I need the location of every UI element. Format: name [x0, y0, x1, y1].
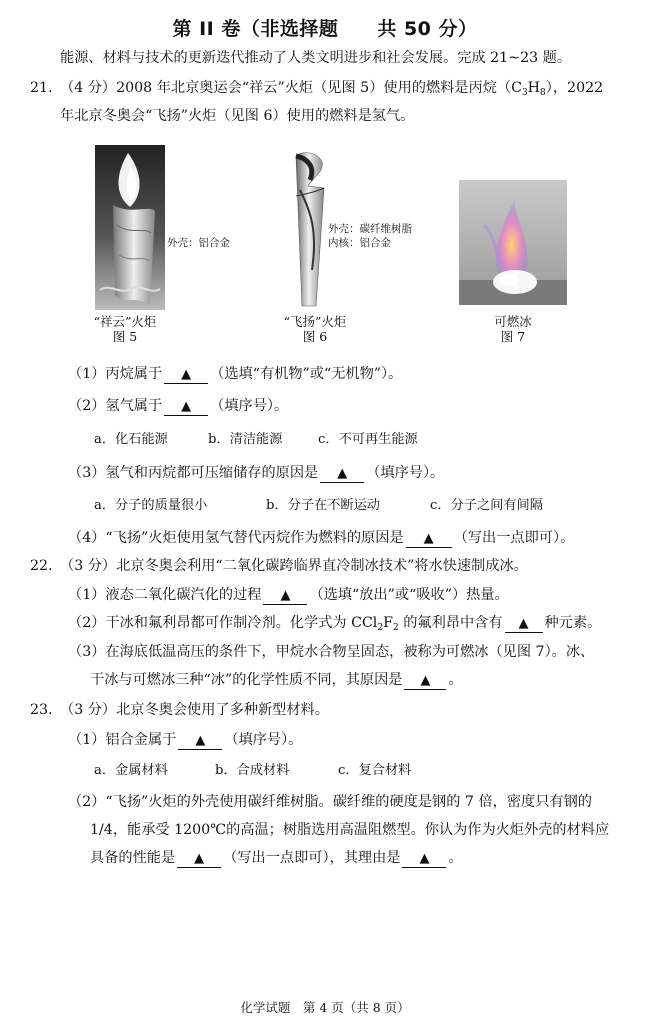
q23-part1-option-c: c．复合材料 [338, 763, 412, 778]
q22-part1: （1）液态二氧化碳汽化的过程 ▲ （选填“放出”或“吸收”）热量。 [68, 587, 509, 603]
q21-part2: （2）氢气属于 ▲ （填序号）。 [68, 398, 289, 414]
q21-part2-answer-blank[interactable]: ▲ [164, 399, 208, 416]
q23-stem: （3 分）北京冬奥会使用了多种新型材料。 [60, 702, 329, 718]
figure-5-caption: “祥云”火炬 [93, 314, 157, 329]
q22-part2: （2）干冰和氟利昂都可作制冷剂。化学式为 $CCl_2F_2$ 的氟利昂中含有 ▲ 种元素。 [68, 615, 602, 633]
q23-part2-reason-answer-blank[interactable]: ▲ [402, 851, 446, 868]
q21-part4: （4）“飞扬”火炬使用氢气替代丙烷作为燃料的原因是 ▲ （写出一点即可）。 [68, 530, 575, 546]
q23-part2-line2: 1/4，能承受 1200℃的高温；树脂选用高温阻燃型。你认为作为火炬外壳的材料应 [90, 822, 610, 838]
q21-part1-answer-blank[interactable]: ▲ [164, 367, 208, 384]
q23-part1-answer-blank[interactable]: ▲ [178, 733, 222, 750]
q23-part1: （1）铝合金属于 ▲ （填序号）。 [68, 732, 303, 748]
q21-part3-option-a: a．分子的质量很小 [94, 498, 208, 513]
figure-6-label: 图 6 [302, 329, 328, 344]
q22-number: 22. [30, 558, 53, 574]
q22-part3-line1: （3）在海底低温高压的条件下，甲烷水合物呈固态，被称为可燃冰（见图 7）。冰、 [68, 644, 595, 660]
q21-part2-option-b: b．清洁能源 [208, 432, 283, 447]
figure-7-combustible-ice-image [459, 180, 567, 305]
q23-number: 23. [30, 702, 53, 718]
figure-7-caption: 可燃冰 [494, 314, 532, 329]
q21-part1: （1）丙烷属于 ▲ （选填“有机物”或“无机物”）。 [68, 366, 403, 382]
q22-part3-answer-blank[interactable]: ▲ [404, 673, 446, 690]
q23-part2-property-answer-blank[interactable]: ▲ [177, 851, 221, 868]
figure-6-annotation-core: 内核：铝合金 [328, 237, 391, 249]
figure-5-annotation: 外壳：铝合金 [167, 237, 230, 249]
page-footer: 化学试题 第 4 页（共 8 页） [240, 1000, 410, 1015]
q21-part3-answer-blank[interactable]: ▲ [320, 466, 364, 483]
q21-number: 21. [30, 80, 53, 96]
q21-part2-option-a: a．化石能源 [94, 432, 168, 447]
q21-stem-line2: 年北京冬奥会“飞扬”火炬（见图 6）使用的燃料是氢气。 [60, 108, 415, 124]
q21-part3: （3）氢气和丙烷都可压缩储存的原因是 ▲ （填序号）。 [68, 465, 445, 481]
q23-part2-line3: 具备的性能是 ▲ （写出一点即可），其理由是 ▲ 。 [90, 850, 463, 866]
q21-part3-option-c: c．分子之间有间隔 [430, 498, 543, 513]
figure-5-label: 图 5 [112, 329, 138, 344]
figure-6-annotation-shell: 外壳：碳纤维树脂 [328, 223, 412, 235]
q23-part1-option-a: a．金属材料 [94, 763, 168, 778]
q22-part1-answer-blank[interactable]: ▲ [263, 588, 307, 605]
q21-part4-answer-blank[interactable]: ▲ [406, 531, 452, 548]
q23-part1-option-b: b．合成材料 [215, 763, 290, 778]
q23-part2-line1: （2）“飞扬”火炬的外壳使用碳纤维树脂。碳纤维的硬度是钢的 7 倍，密度只有钢的 [68, 794, 592, 810]
q21-part2-option-c: c．不可再生能源 [318, 432, 418, 447]
section-intro: 能源、材料与技术的更新迭代推动了人类文明进步和社会发展。完成 21~23 题。 [60, 50, 572, 66]
figure-6-caption: “飞扬”火炬 [283, 314, 347, 329]
q22-stem: （3 分）北京冬奥会利用“二氧化碳跨临界直冷制冰技术”将水快速制成冰。 [60, 558, 528, 574]
q22-part3-line2: 干冰与可燃冰三种“冰”的化学性质不同，其原因是 ▲ 。 [90, 672, 463, 688]
q21-part3-option-b: b．分子在不断运动 [266, 498, 380, 513]
q22-part2-answer-blank[interactable]: ▲ [505, 616, 543, 633]
section-title: 第 II 卷（非选择题 共 50 分） [172, 18, 478, 40]
figure-6-torch-image [288, 150, 328, 308]
figure-5-torch-image [95, 145, 165, 310]
figure-7-label: 图 7 [500, 329, 526, 344]
q21-stem-line1: （4 分）2008 年北京奥运会“祥云”火炬（见图 5）使用的燃料是丙烷$(C_3H_8)$，2022 [60, 80, 604, 98]
